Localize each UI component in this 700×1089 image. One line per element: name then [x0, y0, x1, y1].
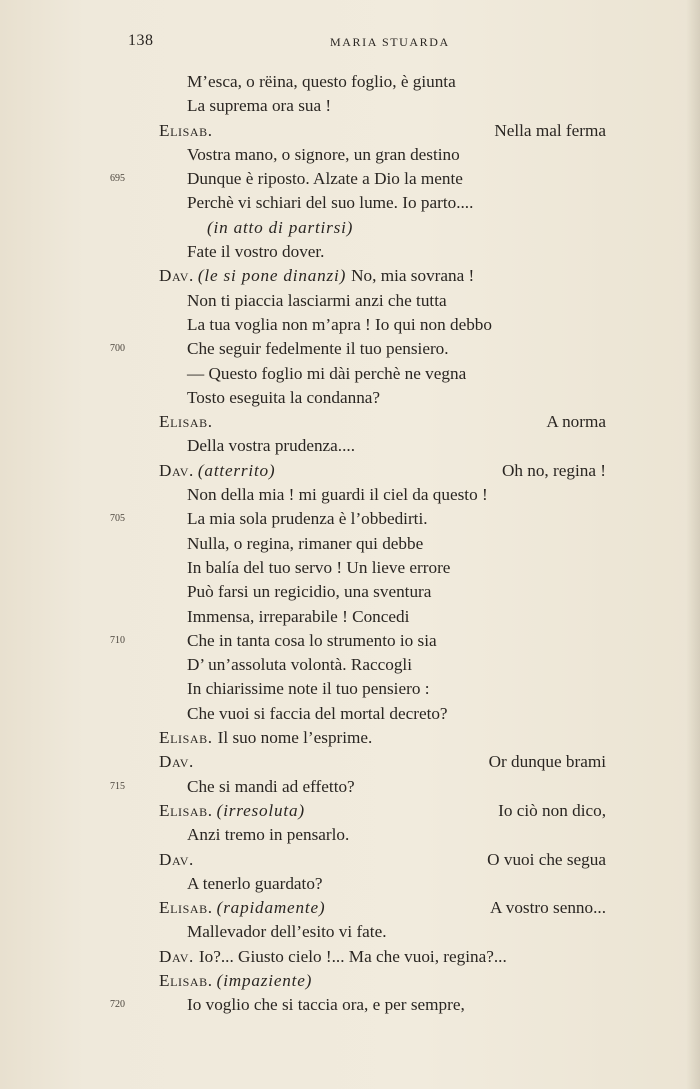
verse-line — [0, 799, 700, 823]
speaker-name: Elisab. — [159, 800, 213, 820]
verse-line — [0, 945, 700, 969]
verse-body: In balía del tuo servo ! Un lieve errore — [187, 557, 451, 577]
half-line-continuation: Nella mal ferma — [494, 120, 606, 140]
line-text — [187, 240, 324, 264]
line-text — [187, 70, 456, 94]
verse-line — [0, 726, 700, 750]
verse-body: M’esca, o rëina, questo foglio, è giunta — [187, 72, 456, 91]
line-text — [159, 799, 305, 823]
stage-direction: (irresoluta) — [216, 800, 305, 820]
line-text — [187, 386, 380, 410]
verse-line — [0, 483, 700, 507]
verse-line — [0, 143, 700, 167]
line-text — [187, 775, 355, 799]
verse-line — [0, 313, 700, 337]
verse-body: In chiarissime note il tuo pensiero : — [187, 679, 430, 699]
line-text — [187, 289, 447, 313]
verse-body: La mia sola prudenza è l’obbedirti. — [187, 509, 428, 529]
half-line-continuation: Io ciò non dico, — [498, 800, 606, 820]
line-text — [187, 532, 423, 556]
stage-direction: (in atto di partirsi) — [207, 217, 354, 237]
verse-line — [0, 653, 700, 677]
verse-body: Perchè vi schiari del suo lume. Io parto.... — [187, 193, 474, 213]
verse-text — [0, 70, 700, 1018]
speaker-name: Dav. — [159, 460, 194, 480]
verse-body: Vostra mano, o signore, un gran destino — [187, 144, 460, 164]
verse-body: Dunque è riposto. Alzate a Dio la mente — [187, 169, 463, 189]
verse-line — [0, 289, 700, 313]
verse-line — [0, 70, 700, 94]
line-text — [187, 167, 463, 191]
speaker-name: Dav. — [159, 946, 194, 966]
verse-line — [0, 410, 700, 434]
stage-direction: (le si pone dinanzi) — [197, 266, 347, 286]
line-text — [187, 434, 355, 458]
line-text — [187, 556, 450, 580]
line-text — [187, 362, 466, 386]
verse-line — [0, 337, 700, 361]
verse-body: Che vuoi si faccia del mortal decreto? — [187, 703, 448, 723]
verse-line — [0, 702, 700, 726]
line-number: 710 — [110, 634, 125, 646]
verse-body: Io voglio che si taccia ora, e per sempre, — [187, 995, 465, 1015]
verse-line — [0, 362, 700, 386]
line-text — [187, 143, 460, 167]
stage-direction: (impaziente) — [216, 970, 313, 990]
line-text — [159, 410, 213, 434]
verse-line — [0, 629, 700, 653]
line-text — [187, 313, 492, 337]
verse-line — [0, 677, 700, 701]
verse-line — [0, 823, 700, 847]
verse-body: Il suo nome l’esprime. — [217, 728, 373, 748]
line-text — [159, 945, 507, 969]
line-number: 705 — [110, 513, 125, 525]
line-number: 715 — [110, 780, 125, 792]
verse-body: Mallevador dell’esito vi fate. — [187, 922, 387, 942]
stage-direction: (rapidamente) — [216, 898, 326, 918]
verse-line — [0, 848, 700, 872]
verse-line — [0, 507, 700, 531]
line-text — [159, 459, 275, 483]
verse-line — [0, 750, 700, 774]
line-text — [187, 872, 323, 896]
verse-body: Che si mandi ad effetto? — [187, 776, 355, 796]
speaker-name: Dav. — [159, 266, 194, 286]
verse-body: La tua voglia non m’apra ! Io qui non debbo — [187, 314, 492, 334]
line-text — [187, 191, 473, 215]
verse-line — [0, 605, 700, 629]
verse-body: Anzi tremo in pensarlo. — [187, 825, 350, 845]
half-line-continuation: A norma — [546, 412, 606, 432]
line-text — [159, 750, 194, 774]
line-text — [187, 94, 331, 118]
line-text — [187, 507, 428, 531]
verse-body: No, mia sovrana ! — [351, 266, 475, 286]
verse-body: Che seguir fedelmente il tuo pensiero. — [187, 339, 449, 359]
half-line-continuation: Oh no, regina ! — [501, 460, 606, 480]
line-text — [159, 896, 325, 920]
running-title: MARIA STUARDA — [330, 35, 450, 49]
verse-line — [0, 216, 700, 240]
line-text — [159, 848, 194, 872]
verse-line — [0, 459, 700, 483]
verse-line — [0, 240, 700, 264]
verse-body: Immensa, irreparabile ! Concedi — [187, 606, 410, 626]
line-text — [187, 337, 449, 361]
line-text — [207, 216, 353, 240]
verse-line — [0, 532, 700, 556]
speaker-name: Elisab. — [159, 728, 213, 748]
half-line-continuation: O vuoi che segua — [487, 849, 606, 869]
page-header — [0, 32, 700, 56]
half-line-continuation: Or dunque brami — [488, 752, 606, 772]
verse-line — [0, 580, 700, 604]
verse-body: Della vostra prudenza.... — [187, 436, 355, 456]
line-text — [187, 580, 431, 604]
line-text — [187, 823, 349, 847]
verse-line — [0, 969, 700, 993]
verse-line — [0, 191, 700, 215]
verse-line — [0, 434, 700, 458]
line-text — [187, 702, 448, 726]
line-text — [159, 969, 312, 993]
line-text — [187, 653, 412, 677]
speaker-name: Dav. — [159, 752, 194, 772]
verse-line — [0, 167, 700, 191]
line-number: 700 — [110, 343, 125, 355]
verse-body: A tenerlo guardato? — [187, 873, 323, 893]
verse-body: La suprema ora sua ! — [187, 96, 332, 116]
verse-line — [0, 920, 700, 944]
line-text — [187, 920, 387, 944]
verse-line — [0, 386, 700, 410]
speaker-name: Elisab. — [159, 898, 213, 918]
verse-body: Tosto eseguita la condanna? — [187, 387, 381, 407]
verse-line — [0, 896, 700, 920]
verse-body: Non della mia ! mi guardi il ciel da questo ! — [187, 485, 488, 505]
speaker-name: Elisab. — [159, 120, 213, 140]
verse-line — [0, 775, 700, 799]
verse-line — [0, 872, 700, 896]
line-number: 695 — [110, 173, 125, 185]
verse-body: Può farsi un regicidio, una sventura — [187, 582, 432, 602]
stage-direction: (atterrito) — [197, 460, 276, 480]
speaker-name: Dav. — [159, 849, 194, 869]
speaker-name: Elisab. — [159, 970, 213, 990]
verse-line — [0, 119, 700, 143]
verse-body: Nulla, o regina, rimaner qui debbe — [187, 533, 424, 553]
verse-line — [0, 556, 700, 580]
line-text — [187, 993, 465, 1017]
half-line-continuation: A vostro senno... — [489, 898, 606, 918]
verse-body: Fate il vostro dover. — [187, 242, 325, 262]
verse-body: — Questo foglio mi dài perchè ne vegna — [187, 363, 467, 383]
verse-line — [0, 993, 700, 1017]
speaker-name: Elisab. — [159, 412, 213, 432]
line-text — [159, 726, 372, 750]
verse-line — [0, 94, 700, 118]
line-text — [187, 677, 429, 701]
page-number: 138 — [128, 32, 154, 49]
verse-body: D’ un’assoluta volontà. Raccogli — [187, 655, 412, 675]
verse-body: Che in tanta cosa lo strumento io sia — [187, 630, 437, 650]
verse-line — [0, 264, 700, 288]
line-text — [187, 629, 437, 653]
verse-body: Non ti piaccia lasciarmi anzi che tutta — [187, 290, 447, 310]
verse-body: Io?... Giusto cielo !... Ma che vuoi, regina?... — [198, 946, 507, 966]
line-text — [159, 264, 474, 288]
line-text — [187, 483, 488, 507]
line-number: 720 — [110, 999, 125, 1011]
line-text — [187, 605, 409, 629]
line-text — [159, 119, 213, 143]
